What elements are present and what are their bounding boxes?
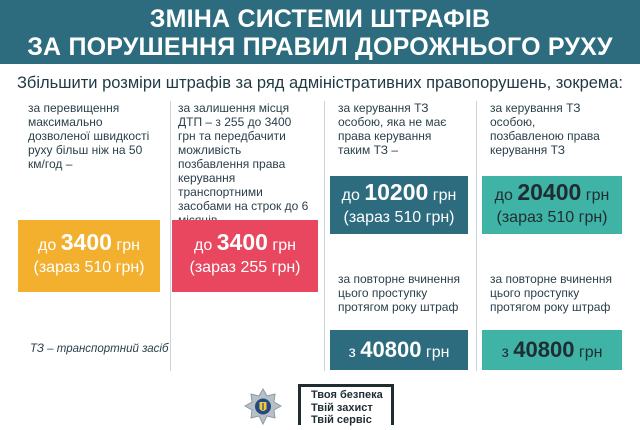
- price-prefix: до: [341, 187, 360, 204]
- fine-box-leaving-accident: [172, 220, 318, 292]
- repeat-value: 40800: [360, 337, 422, 362]
- motto-block: [298, 384, 394, 425]
- price-value: 20400: [517, 179, 582, 205]
- fine-box-speeding: [18, 220, 160, 292]
- fine-box-revoked-license: [482, 176, 622, 234]
- page-title-line-1: ЗМІНА СИСТЕМИ ШТРАФІВ: [149, 5, 491, 33]
- header-banner: [0, 0, 640, 64]
- column-divider: [476, 101, 477, 371]
- column-revoked-license: [490, 101, 620, 425]
- subtitle: Збільшити розміри штрафів за ряд адміністративних правопорушень, зокрема:: [16, 74, 624, 92]
- column-no-license: [338, 101, 468, 425]
- column-description: за керування ТЗ особою, позбавленою права керування ТЗ: [490, 101, 600, 157]
- column-description: за залишення місця ДТП – з 255 до 3400 грн та передбачити можливість позбавлення права керування транспортними засобами на строк до 6: [178, 101, 309, 213]
- fine-box-no-license: [330, 176, 468, 234]
- footnote: ТЗ – транспортний засіб: [30, 343, 169, 355]
- price-current: (зараз 510 грн): [33, 259, 145, 276]
- motto-line-3: Твій сервіс: [311, 414, 372, 426]
- price-prefix: до: [38, 237, 57, 254]
- page-title-line-2: ЗА ПОРУШЕННЯ ПРАВИЛ ДОРОЖНЬОГО РУХУ: [27, 33, 613, 61]
- repeat-offense-description: за повторне вчинення цього проступку протягом року штраф: [338, 272, 460, 314]
- price-unit: грн: [116, 237, 140, 254]
- column-description: за керування ТЗ особою, яка не має права керування таким ТЗ –: [338, 101, 447, 157]
- repeat-fine-box-no-license: [330, 330, 468, 370]
- motto-line-1: Твоя безпека: [311, 389, 383, 401]
- repeat-prefix: з: [348, 344, 356, 361]
- price-value: 10200: [364, 179, 429, 205]
- column-description: за перевищення максимально дозволеної швидкості руху більш ніж на 50 км/год –: [28, 101, 150, 171]
- repeat-prefix: з: [501, 344, 509, 361]
- price-unit: грн: [585, 187, 610, 204]
- price-current: (зараз 510 грн): [343, 209, 455, 226]
- column-divider: [170, 101, 171, 371]
- repeat-value: 40800: [513, 337, 575, 362]
- repeat-unit: грн: [578, 344, 603, 361]
- repeat-fine-box-revoked-license: [482, 330, 622, 370]
- price-unit: грн: [432, 187, 457, 204]
- motto-line-2: Твій захист: [311, 401, 373, 414]
- price-current: (зараз 255 грн): [189, 259, 301, 276]
- price-prefix: до: [194, 237, 213, 254]
- column-divider: [324, 101, 325, 371]
- price-unit: грн: [272, 237, 296, 254]
- price-value: 3400: [216, 229, 268, 255]
- repeat-unit: грн: [425, 344, 450, 361]
- price-value: 3400: [60, 229, 112, 255]
- price-current: (зараз 510 грн): [496, 209, 608, 226]
- police-emblem-icon: [244, 388, 282, 425]
- repeat-offense-description: за повторне вчинення цього проступку протягом року штраф: [490, 272, 612, 314]
- price-prefix: до: [494, 187, 513, 204]
